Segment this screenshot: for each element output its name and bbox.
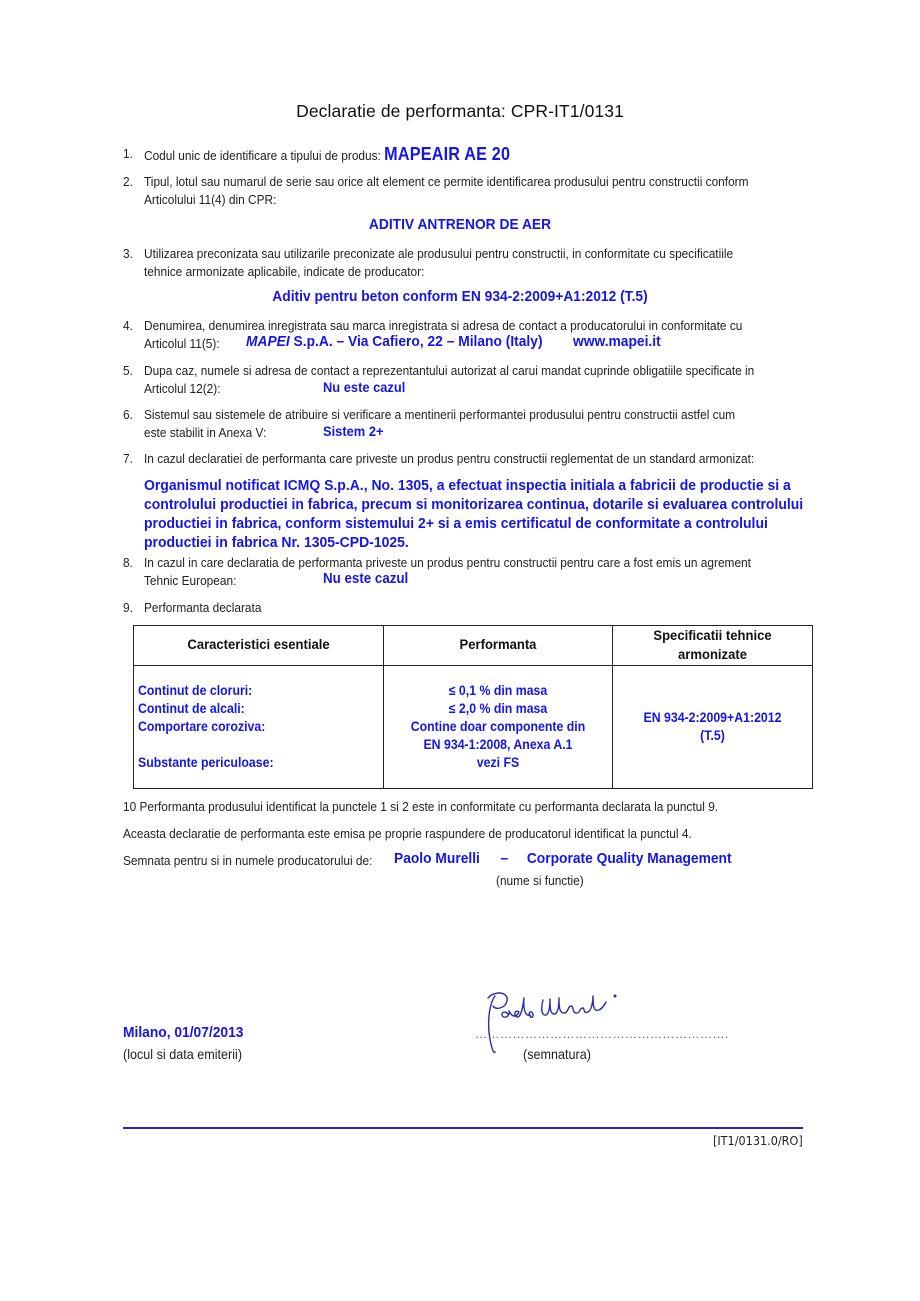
characteristic-blank [138, 736, 363, 754]
item-7-value-line3: productiei in fabrica, conform sistemului 2+ si a emis certificatul de conformitate a controlului [144, 515, 768, 532]
item-2-line1: Tipul, lotul sau numarul de serie sau orice alt element ce permite identificarea produsului pentru constructii conform [144, 174, 749, 189]
characteristics-cell [134, 666, 384, 789]
intended-use: Aditiv pentru beton conform EN 934-2:2009+A1:2012 (T.5) [272, 288, 648, 305]
item-1-text [144, 145, 510, 165]
item-1-label: Codul unic de identificare a tipului de produs: [144, 148, 381, 163]
item-2-line2: Articolului 11(4) din CPR: [144, 192, 277, 207]
signature-caption: (semnatura) [523, 1046, 591, 1062]
item-7-value-line1: Organismul notificat ICMQ S.p.A., No. 1305, a efectuat inspectia initiala a fabricii de productie si a [144, 477, 791, 494]
table-row [134, 666, 813, 789]
characteristic-hazardous: Substante periculoase: [138, 755, 274, 770]
signature-line: ……………………………………………………. [475, 1027, 729, 1041]
item-9-label: Performanta declarata [144, 600, 262, 615]
performance-corrosion-2: EN 934-1:2008, Anexa A.1 [423, 737, 573, 752]
item-3-line1: Utilizarea preconizata sau utilizarile preconizate ale produsului pentru constructii, in conformitate cu specificatiile [144, 246, 734, 261]
item-6-value: Sistem 2+ [323, 423, 384, 439]
place-date-caption: (locul si data emiterii) [123, 1046, 243, 1062]
item-5-line1: Dupa caz, numele si adresa de contact a reprezentantului autorizat al carui mandat cuprinde obligatiile specificate in [144, 363, 755, 378]
characteristic-chlorides: Continut de cloruri: [138, 683, 253, 698]
item-10-text: 10 Performanta produsului identificat la punctele 1 si 2 este in conformitate cu performanta declarata la punctul 9. [123, 799, 719, 814]
header-spec-line1: Specificatii tehnice [653, 627, 772, 644]
item-1-number: 1. [123, 146, 133, 161]
specification-cell [613, 666, 813, 789]
item-4-line1: Denumirea, denumirea inregistrata sau marca inregistrata si adresa de contact a producatorului in conformitate cu [144, 318, 743, 333]
manufacturer-address [246, 333, 543, 350]
signer-name: Paolo Murelli [394, 850, 480, 867]
specification-line2: (T.5) [700, 728, 725, 743]
item-4-line2: Articolul 11(5): [144, 336, 220, 351]
item-7-line1: In cazul declaratiei de performanta care priveste un produs pentru constructii reglementat de un standard armonizat: [144, 451, 755, 466]
item-8-line1: In cazul in care declaratia de performanta priveste un produs pentru constructii pentru care a fost emis un agrement [144, 555, 751, 570]
item-8-value: Nu este cazul [323, 571, 409, 587]
item-5-value: Nu este cazul [323, 379, 406, 395]
item-6-number: 6. [123, 407, 133, 422]
item-2-number: 2. [123, 174, 133, 189]
table-header-row [134, 626, 813, 666]
website-link[interactable]: www.mapei.it [573, 333, 661, 350]
header-spec-line2: armonizate [678, 646, 747, 663]
document-title: Declaratie de performanta: CPR-IT1/0131 [296, 101, 624, 121]
signer-line [394, 850, 732, 867]
document-code: [IT1/0131.0/RO] [713, 1133, 803, 1148]
item-3-line2: tehnice armonizate aplicabile, indicate de producator: [144, 264, 425, 279]
brand-name: MAPEI [246, 333, 290, 350]
performance-alkali: ≤ 2,0 % din masa [448, 701, 548, 716]
header-specifications [613, 626, 813, 666]
performance-table [133, 625, 813, 789]
item-5-line2: Articolul 12(2): [144, 381, 221, 396]
item-4-number: 4. [123, 318, 133, 333]
product-code: MAPEAIR AE 20 [384, 144, 511, 164]
item-9-number: 9. [123, 600, 133, 615]
item-5-number: 5. [123, 363, 133, 378]
signer-caption: (nume si functie) [496, 873, 584, 888]
signer-role: Corporate Quality Management [526, 850, 732, 867]
performance-hazardous: vezi FS [476, 755, 520, 770]
characteristic-corrosion: Comportare coroziva: [138, 719, 266, 734]
specification-line1: EN 934-2:2009+A1:2012 [643, 710, 782, 725]
header-performance: Performanta [384, 626, 613, 666]
address: S.p.A. – Via Cafiero, 22 – Milano (Italy) [289, 333, 543, 350]
item-6-line1: Sistemul sau sistemele de atribuire si verificare a mentinerii performantei produsului pentru constructii astfel cum [144, 407, 736, 422]
footer-divider [123, 1127, 803, 1129]
item-7-number: 7. [123, 451, 133, 466]
signer-dash: – [500, 850, 509, 867]
item-8-number: 8. [123, 555, 133, 570]
item-3-number: 3. [123, 246, 133, 261]
item-8-line2: Tehnic European: [144, 573, 237, 588]
performance-cell [384, 666, 613, 789]
responsibility-text: Aceasta declaratie de performanta este emisa pe proprie raspundere de producatorul identificat la punctul 4. [123, 826, 692, 841]
characteristic-alkali: Continut de alcali: [138, 701, 245, 716]
product-type: ADITIV ANTRENOR DE AER [368, 216, 552, 233]
performance-corrosion-1: Contine doar componente din [410, 719, 586, 734]
performance-chlorides: ≤ 0,1 % din masa [448, 683, 548, 698]
signed-label: Semnata pentru si in numele producatorului de: [123, 853, 373, 868]
item-7-value-line4: productiei in fabrica Nr. 1305-CPD-1025. [144, 534, 409, 551]
item-7-value-line2: controlului productiei in fabrica, precum si monitorizarea continua, dotarile si evaluarea controlului [144, 496, 804, 513]
place-date: Milano, 01/07/2013 [123, 1024, 244, 1041]
item-6-line2: este stabilit in Anexa V: [144, 425, 267, 440]
header-characteristics: Caracteristici esentiale [134, 626, 384, 666]
